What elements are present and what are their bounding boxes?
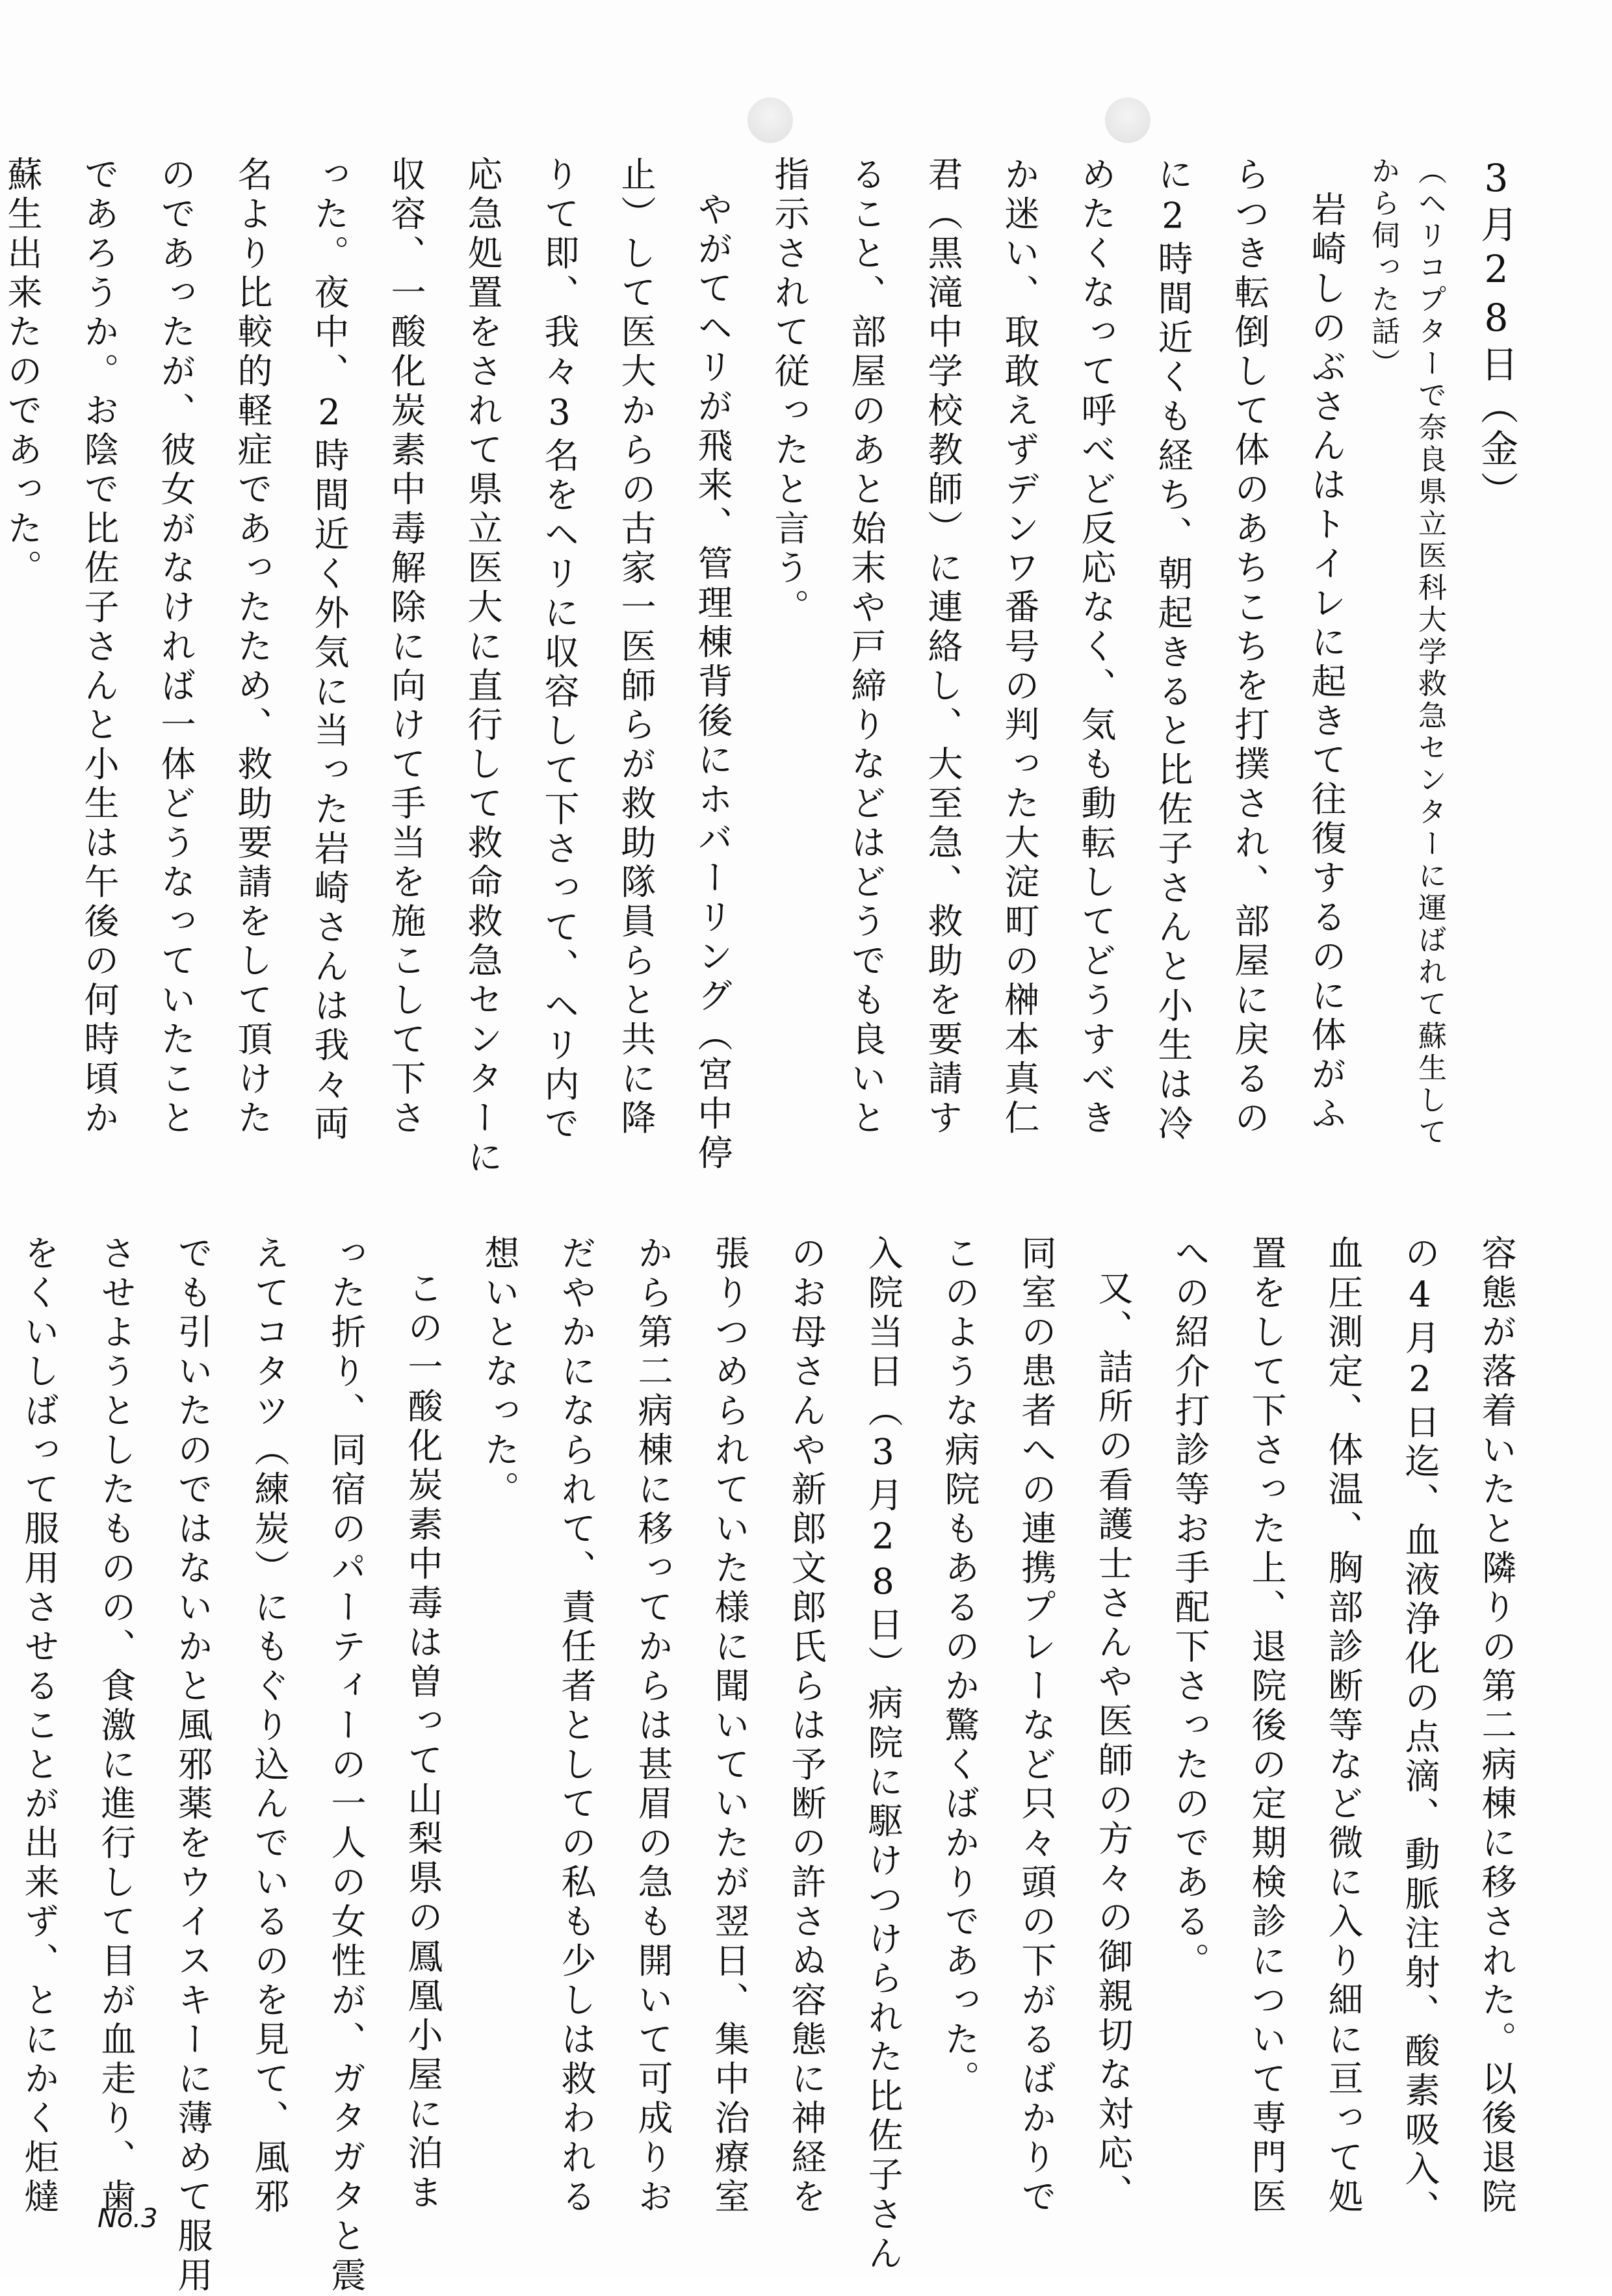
lower-text-line: の4月2日迄、血液浄化の点滴、動脈注射、酸素吸入、 — [1399, 1235, 1440, 2229]
lower-text-line: から第二病棟に移ってからは甚眉の急も開いて可成りお — [632, 1235, 673, 2217]
lower-text-line: のお母さんや新郎文郎氏らは予断の許さぬ容態に神経を — [786, 1235, 827, 2217]
upper-text-line: に2時間近くも経ち、朝起きると比佐子さんと小生は冷 — [1152, 156, 1193, 1144]
upper-text-line: めたくなって呼べど反応なく、気も動転してどうすべき — [1076, 156, 1117, 1139]
punch-hole-left — [748, 97, 793, 143]
lower-text-line: えてコタツ（練炭）にもぐり込んでいるのを見て、風邪 — [249, 1235, 290, 2217]
upper-text-line: のであったが、彼女がなければ一体どうなっていたこと — [155, 156, 196, 1139]
lower-text-line: 又、詰所の看護士さんや医師の方々の御親切な対応、 — [1093, 1270, 1134, 2213]
lower-text-line: 容態が落着いたと隣りの第二病棟に移された。以後退院 — [1476, 1235, 1517, 2217]
upper-text-line: ること、部屋のあと始末や戸締りなどはどうでも良いと — [846, 156, 887, 1139]
upper-text-line: りて即、我々3名をヘリに収容して下さって、ヘリ内で — [539, 156, 580, 1144]
lower-text-line: 張りつめられていた様に聞いていたが翌日、集中治療室 — [709, 1235, 750, 2217]
page-number: No.3 — [98, 2204, 158, 2234]
upper-text-line: 君（黒滝中学校教師）に連絡し、大至急、救助を要請す — [922, 156, 963, 1139]
punch-hole-right — [1105, 97, 1150, 143]
upper-text-line: った。夜中、2時間近く外気に当った岩崎さんは我々両 — [309, 156, 350, 1144]
upper-text-line: らつき転倒して体のあちこちを打撲され、部屋に戻るの — [1229, 156, 1270, 1139]
lower-text-line: への紹介打診等お手配下さったのである。 — [1169, 1235, 1210, 1982]
lower-text-line: をくいしばって服用させることが出来ず、とにかく炬燵 — [19, 1235, 60, 2217]
upper-text-line: であろうか。お陰で比佐子さんと小生は午後の何時頃か — [79, 156, 120, 1139]
upper-text-line: 止）して医大からの古家一医師らが救助隊員らと共に降 — [616, 156, 656, 1139]
upper-text-line: 名より比較的軽症であったため、救助要請をして頂けた — [232, 156, 273, 1139]
lower-text-line: 想いとなった。 — [479, 1235, 520, 1510]
text-block-upper — [2, 156, 1528, 1178]
upper-text-line: か迷い、取敢えずデンワ番号の判った大淀町の榊本真仁 — [999, 156, 1040, 1139]
lower-text-line: った折り、同宿のパーティーの一人の女性が、ガタガタと震 — [326, 1235, 367, 2296]
lower-text-line: 血圧測定、体温、胸部診断等など微に入り細に亘って処 — [1323, 1235, 1364, 2217]
upper-text-line: やがてヘリが飛来、管理棟背後にホバーリング（宮中停 — [692, 191, 733, 1174]
lower-text-line: だやかになられて、責任者としての私も少しは救われる — [556, 1235, 597, 2217]
upper-text-line: 応急処置をされて県立医大に直行して救命救急センターに — [462, 156, 503, 1178]
upper-text-line: 蘇生出来たのであった。 — [2, 156, 43, 589]
upper-text-line: 岩崎しのぶさんはトイレに起きて往復するのに体がふ — [1306, 191, 1347, 1135]
lower-text-line: 置をして下さった上、退院後の定期検診について専門医 — [1246, 1235, 1287, 2217]
lower-text-line: させようとしたものの、食激に進行して目が血走り、歯 — [96, 1235, 136, 2217]
lower-text-line: この一酸化炭素中毒は曽って山梨県の鳳凰小屋に泊ま — [402, 1270, 443, 2213]
upper-text-line: 指示されて従ったと言う。 — [769, 156, 810, 628]
lower-text-line: でも引いたのではないかと風邪薬をウイスキーに薄めて服用 — [172, 1235, 213, 2296]
upper-text-line: （ヘリコプターで奈良県立医科大学救急センターに運ばれて蘇生して — [1413, 156, 1446, 1149]
lower-text-line: 同室の患者への連携プレーなど只々頭の下がるばかりで — [1016, 1235, 1057, 2217]
lower-text-line: 入院当日（3月28日）病院に駆けつけられた比佐子さん — [863, 1235, 904, 2275]
upper-text-line: 収容、一酸化炭素中毒解除に向けて手当を施こして下さ — [385, 156, 426, 1139]
upper-text-line: から伺った話） — [1366, 156, 1399, 380]
upper-text-line: 3月28日（金） — [1474, 156, 1518, 513]
lower-text-line: このような病院もあるのか驚くばかりであった。 — [939, 1235, 980, 2100]
